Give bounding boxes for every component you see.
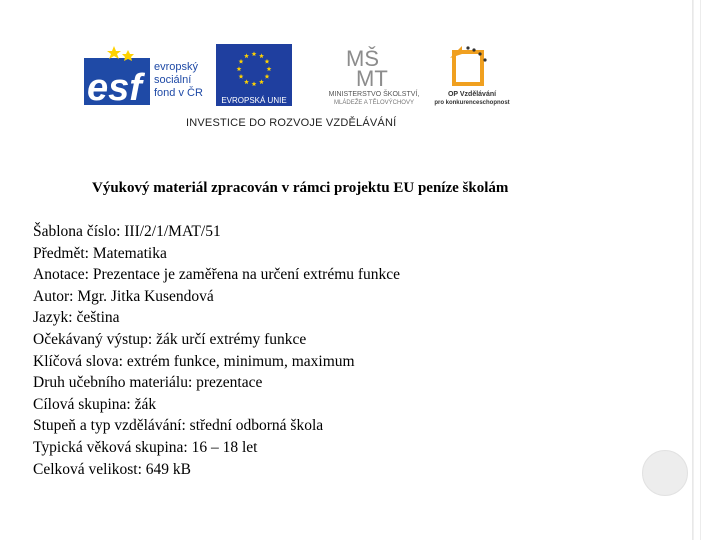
info-line: Anotace: Prezentace je zaměřena na určení extrému funkce <box>33 266 401 284</box>
info-list <box>33 221 400 480</box>
msmt-logo <box>324 44 424 106</box>
op-vzdelavani-logo <box>430 44 514 106</box>
esf-line3: fond v ČR <box>154 87 203 99</box>
svg-text:MŠ: MŠ <box>346 46 379 71</box>
info-line: Klíčová slova: extrém funkce, minimum, maximum <box>33 352 355 370</box>
info-line: Stupeň a typ vzdělávání: střední odborná škola <box>33 417 324 435</box>
svg-text:MT: MT <box>356 66 388 91</box>
info-line: Autor: Mgr. Jitka Kusendová <box>33 287 214 305</box>
esf-line2: sociální <box>154 74 192 86</box>
info-line: Druh učebního materiálu: prezentace <box>33 374 263 392</box>
svg-text:esf: esf <box>87 67 142 106</box>
decorative-edge-line-thin <box>700 0 701 540</box>
eu-flag-logo <box>216 44 292 106</box>
info-line: Celková velikost: 649 kB <box>33 460 192 478</box>
page-heading: Výukový materiál zpracován v rámci projektu EU peníze školám <box>92 180 509 196</box>
slogan-text: INVESTICE DO ROZVOJE VZDĚLÁVÁNÍ <box>186 117 397 129</box>
logo-bar <box>84 44 524 134</box>
esf-logo <box>84 44 214 106</box>
info-line: Očekávaný výstup: žák určí extrémy funkce <box>33 330 307 348</box>
info-line: Předmět: Matematika <box>33 244 167 262</box>
msmt-caption2: MLÁDEŽE A TĚLOVÝCHOVY <box>334 100 414 106</box>
decorative-corner-circle <box>642 450 688 496</box>
op-caption2: pro konkurenceschopnost <box>434 100 510 106</box>
msmt-caption1: MINISTERSTVO ŠKOLSTVÍ, <box>328 91 420 98</box>
info-line: Jazyk: čeština <box>33 309 120 327</box>
info-line: Typická věková skupina: 16 – 18 let <box>33 438 258 456</box>
info-line: Cílová skupina: žák <box>33 395 157 413</box>
eu-caption: EVROPSKÁ UNIE <box>221 96 287 105</box>
esf-line1: evropský <box>154 61 199 73</box>
op-caption1: OP Vzdělávání <box>447 91 497 98</box>
info-line: Šablona číslo: III/2/1/MAT/51 <box>33 223 221 240</box>
decorative-edge-line <box>692 0 694 540</box>
